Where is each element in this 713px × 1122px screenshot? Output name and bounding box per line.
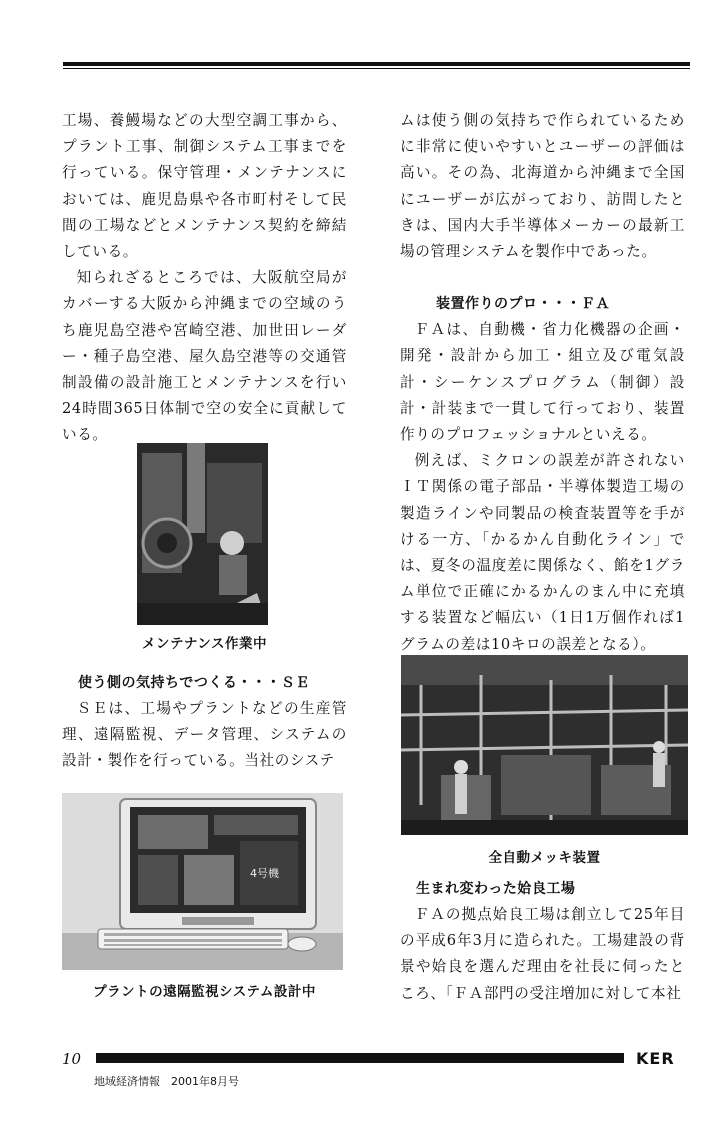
section-heading-se: 使う側の気持ちでつくる・・・ＳＥ	[78, 675, 310, 691]
right-paragraph-2: ＦＡは、自動機・省力化機器の企画・開発・設計から加工・組立及び電気設計・シーケンスプログラム（制御）設計・計装まで一貫して行っており、装置作りのプロフェッショナルといえる。	[400, 321, 685, 444]
maintenance-photo-caption: メンテナンス作業中	[142, 636, 267, 652]
right-paragraph-4: ＦＡの拠点姶良工場は創立して25年目の平成6年3月に造られた。工場建設の背景や姶良を選んだ理由を社長に伺ったところ、「ＦＡ部門の受注増加に対して本社	[400, 906, 685, 1002]
remote-monitoring-photo-caption: プラントの遠隔監視システム設計中	[93, 984, 316, 1000]
screen-label: 4号機	[250, 867, 279, 880]
section-heading-fa: 装置作りのプロ・・・ＦＡ	[436, 296, 610, 313]
right-paragraph-3: 例えば、ミクロンの誤差が許されないＩＴ関係の電子部品・半導体製造工場の製造ラインや同製品の検査装置等を手がける一方、「かるかん自動化ライン」では、夏冬の温度差に関係なく、餡を1グラム単位で正確にかるかんのまん中に充填する装置など幅広い（1日1万個作れば1グラムの差は10キロの誤差となる）。	[400, 452, 685, 653]
page-number: 10	[62, 1050, 82, 1068]
plating-machine-photo	[401, 655, 688, 835]
left-column	[62, 108, 347, 449]
left-paragraph-1: 工場、養鰻場などの大型空調工事から、プラント工事、制御システム工事までを行っている。保守管理・メンテナンスにおいては、鹿児島県や各市町村そして民間の工場などとメンテナンス契約を締結している。	[62, 112, 347, 261]
maintenance-photo	[137, 443, 268, 625]
section-heading-aira: 生まれ変わった姶良工場	[416, 881, 576, 897]
right-column	[400, 108, 685, 658]
right-aira-section	[400, 876, 685, 1007]
ker-logo: KER	[636, 1049, 675, 1068]
right-paragraph-1: ムは使う側の気持ちで作られているために非常に使いやすいとユーザーの評価は高い。その為、北海道から沖縄まで全国にユーザーが広がっており、訪問したときは、国内大手半導体メーカーの最新工場の管理システムを製作中であった。	[400, 112, 685, 261]
plating-machine-photo-caption: 全自動メッキ装置	[488, 850, 601, 866]
remote-monitoring-photo	[62, 793, 343, 970]
left-se-section	[62, 670, 347, 775]
left-paragraph-3: ＳＥは、工場やプラントなどの生産管理、遠隔監視、データ管理、システムの設計・製作を行っている。当社のシステ	[62, 700, 347, 770]
left-paragraph-2: 知られざるところでは、大阪航空局がカバーする大阪から沖縄までの空域のうち鹿児島空港や宮崎空港、加世田レーダー・種子島空港、屋久島空港等の交通管制設備の設計施工とメンテナンスを行い24時間365日体制で空の安全に貢献している。	[62, 269, 347, 444]
publication-info: 地域経済情報 2001年8月号	[94, 1075, 239, 1088]
footer-bar	[96, 1053, 624, 1063]
top-rule	[63, 62, 690, 66]
top-rule-thin	[63, 68, 690, 69]
